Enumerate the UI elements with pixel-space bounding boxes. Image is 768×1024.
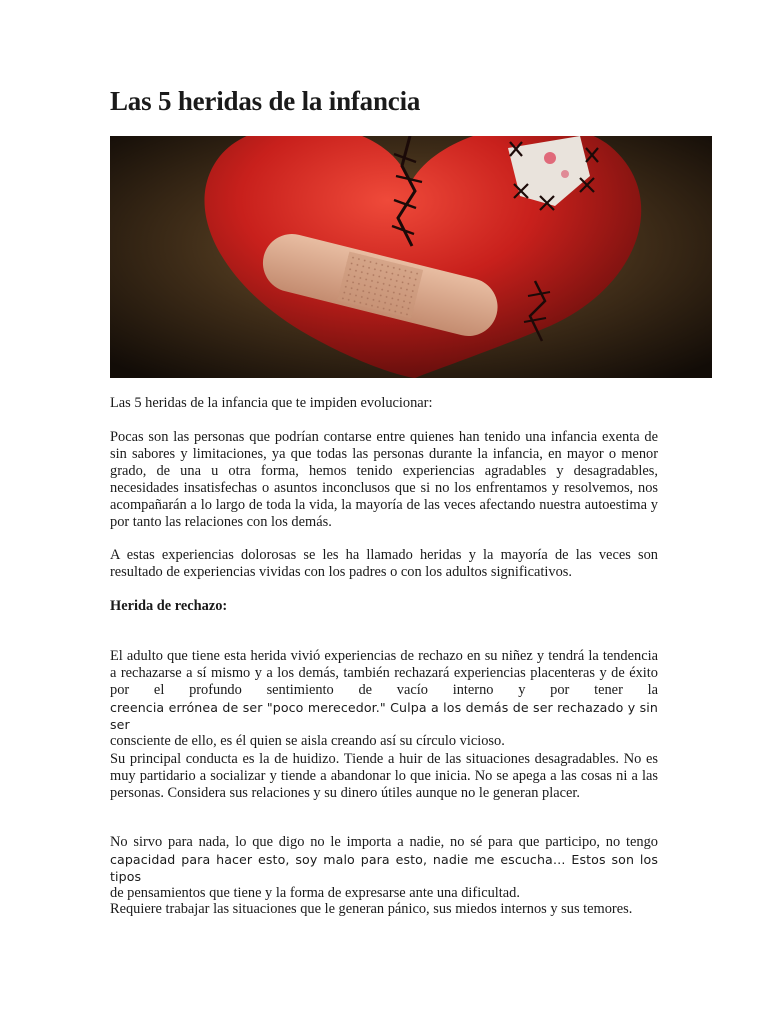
- paragraph-2: A estas experiencias dolorosas se les ha llamado heridas y la mayoría de las veces son resultado de experiencias vividas con los padres o con los adultos significativos.: [110, 547, 658, 580]
- rechazo-paragraph-3-part-a: No sirvo para nada, lo que digo no le importa a nadie, no sé para que participo, no tengo: [110, 834, 658, 850]
- paragraph-1: Pocas son las personas que podrían contarse entre quienes han tenido una infancia exenta de sin sabores y limitaciones, ya que todas las personas durante la infancia, en mayor o menor grado, de una u otra forma, hemos tenido experiencias agradables y desagradables, necesidades insatisfechas o asuntos inconclusos que si no los enfrentamos y resolvemos, nos acompañarán a lo largo de toda la vida, la mayoría de las veces afectando nuestra autoestima y por tanto las relaciones con los demás.: [110, 429, 658, 530]
- rechazo-paragraph-4-block: [110, 901, 658, 918]
- rechazo-paragraph-1-block: [110, 648, 658, 750]
- rechazo-paragraph-3-part-b: capacidad para hacer esto, soy malo para esto, nadie me escucha… Estos son los tipos: [110, 852, 658, 884]
- rechazo-paragraph-4: Requiere trabajar las situaciones que le generan pánico, sus miedos internos y sus temores.: [110, 901, 633, 917]
- section-heading-rechazo: Herida de rechazo:: [110, 598, 228, 614]
- intro-text: Las 5 heridas de la infancia que te impiden evolucionar:: [110, 395, 433, 411]
- broken-heart-illustration: [110, 136, 712, 378]
- paragraph-1-block: [110, 429, 658, 531]
- section-heading-block: [110, 598, 658, 615]
- rechazo-paragraph-1-part-a: El adulto que tiene esta herida vivió experiencias de rechazo en su niñez y tendrá la tendencia a rechazarse a sí mismo y a los demás, también rechazará experiencias placenteras y de éxito por el profundo sentimiento de vacío interno y por tener la: [110, 648, 658, 698]
- rechazo-paragraph-2-block: [110, 751, 658, 802]
- intro-block: [110, 395, 658, 412]
- rechazo-paragraph-1-part-b: creencia errónea de ser "poco merecedor." Culpa a los demás de ser rechazado y sin ser: [110, 700, 658, 732]
- rechazo-paragraph-1-part-c: consciente de ello, es él quien se aisla creando así su círculo vicioso.: [110, 733, 505, 749]
- heart-image: [110, 136, 712, 378]
- paragraph-2-block: [110, 547, 658, 581]
- rechazo-paragraph-2: Su principal conducta es la de huidizo. Tiende a huir de las situaciones desagradables. No es muy partidario a socializar y tiende a abandonar lo que inicia. No se apega a las cosas ni a las personas. Considera sus relaciones y su dinero útiles aunque no le generan placer.: [110, 751, 658, 801]
- page-title: Las 5 heridas de la infancia: [110, 86, 421, 116]
- rechazo-paragraph-3-part-c: de pensamientos que tiene y la forma de expresarse ante una dificultad.: [110, 885, 520, 901]
- rechazo-paragraph-3-block: [110, 834, 658, 902]
